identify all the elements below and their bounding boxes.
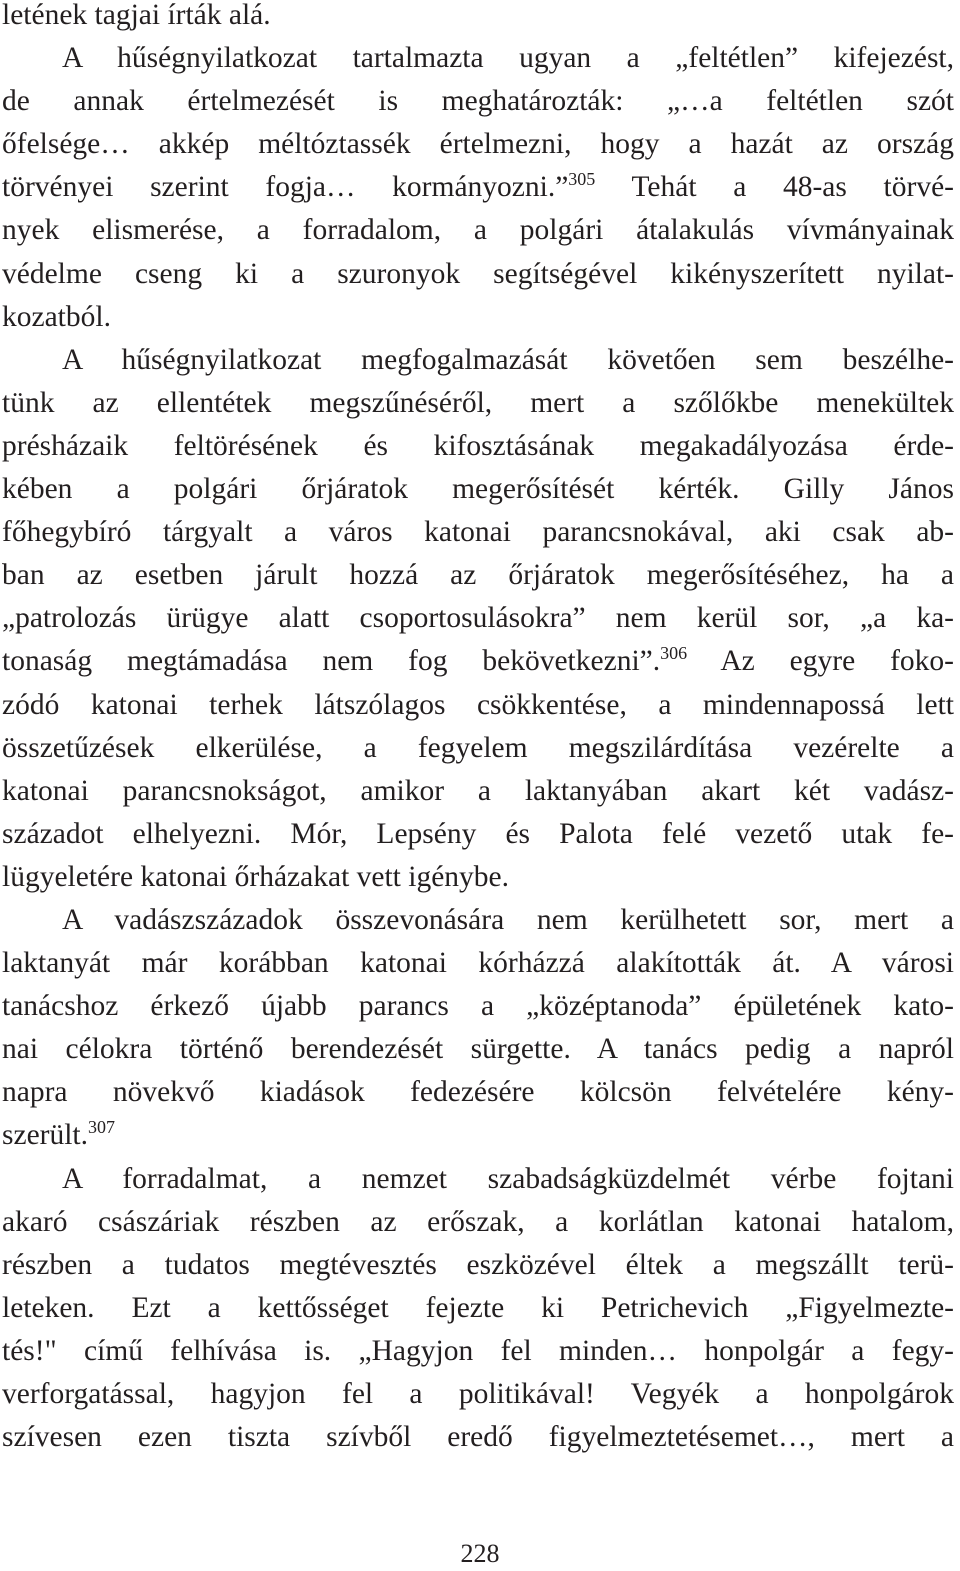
text-line	[2, 813, 954, 856]
footnote-reference: 305	[568, 169, 596, 190]
line-text: nyek elismerése, a forradalom, a polgári átalakulás vívmányainak	[2, 214, 954, 247]
text-line	[2, 0, 954, 37]
text-line	[2, 1330, 954, 1373]
text-line	[2, 1114, 954, 1157]
line-text: ban az esetben járult hozzá az őrjáratok megerősítéséhez, ha a	[2, 559, 954, 592]
line-text: szívesen ezen tiszta szívből eredő figyelmeztetésemet…, mert a	[2, 1421, 954, 1454]
line-text: verforgatással, hagyjon fel a politikával! Vegyék a honpolgárok	[2, 1378, 954, 1410]
page-body	[2, 0, 954, 1459]
line-text: akaró császáriak részben az erőszak, a korlátlan katonai hatalom,	[2, 1205, 954, 1238]
line-text: A hűségnyilatkozat megfogalmazását követően sem beszélhe-	[62, 343, 954, 376]
line-text: katonai parancsnokságot, amikor a laktanyában akart két vadász-	[2, 774, 954, 807]
footnote-reference: 307	[88, 1117, 116, 1138]
text-line	[2, 1244, 954, 1287]
text-line	[2, 684, 954, 727]
line-text: főhegybíró tárgyalt a város katonai parancsnokával, aki csak ab-	[2, 516, 954, 549]
text-line	[2, 1158, 954, 1201]
line-text: letének tagjai írták alá.	[2, 0, 271, 31]
line-text: tünk az ellentétek megszűnéséről, mert a szőlőkbe menekültek	[2, 386, 954, 419]
text-line	[2, 985, 954, 1028]
text-line	[2, 1416, 954, 1459]
line-text: részben a tudatos megtévesztés eszközével éltek a megszállt terü-	[2, 1248, 954, 1281]
line-text: A hűségnyilatkozat tartalmazta ugyan a „feltétlen” kifejezést,	[62, 42, 954, 75]
text-line	[2, 382, 954, 425]
line-text: présházaik feltörésének és kifosztásának megakadályozása érde-	[2, 429, 954, 462]
line-text: A forradalmat, a nemzet szabadságküzdelmét vérbe fojtani	[62, 1162, 954, 1195]
text-line	[2, 1071, 954, 1114]
text-line	[2, 511, 954, 554]
line-text-continuation: Az egyre foko-	[687, 645, 954, 678]
text-line	[2, 640, 954, 683]
line-text: nai célokra történő berendezését sürgette. A tanács pedig a napról	[2, 1033, 954, 1066]
text-line	[2, 942, 954, 985]
text-line	[2, 468, 954, 511]
line-text: őfelsége… akkép méltóztassék értelmezni, hogy a hazát az ország	[2, 128, 954, 161]
line-text: napra növekvő kiadások fedezésére kölcsön felvételére kény-	[2, 1076, 954, 1109]
footnote-reference: 306	[660, 643, 688, 664]
line-text: „patrolozás ürügye alatt csoportosulásokra” nem kerül sor, „a ka-	[2, 602, 954, 635]
text-line	[2, 770, 954, 813]
text-line	[2, 296, 954, 339]
text-line	[2, 554, 954, 597]
line-text: összetűzések elkerülése, a fegyelem megszilárdítása vezérelte a	[2, 731, 954, 764]
line-text: tanácshoz érkező újabb parancs a „középtanoda” épületének kato-	[2, 990, 954, 1023]
text-line	[2, 1201, 954, 1244]
line-text: lügyeletére katonai őrházakat vett igénybe.	[2, 860, 510, 893]
line-text: kozatból.	[2, 300, 111, 333]
line-text: századot elhelyezni. Mór, Lepsény és Palota felé vezető utak fe-	[2, 817, 954, 850]
text-line	[2, 727, 954, 770]
line-text: tonaság megtámadása nem fog bekövetkezni”.	[2, 645, 661, 678]
line-text-continuation: Tehát a 48-as törvé-	[595, 171, 954, 204]
text-line	[2, 37, 954, 80]
text-line	[2, 1028, 954, 1071]
line-text: törvényei szerint fogja… kormányozni.”	[2, 171, 569, 204]
text-line	[2, 123, 954, 166]
text-line	[2, 339, 954, 382]
line-text: kében a polgári őrjáratok megerősítését kérték. Gilly János	[2, 473, 954, 506]
line-text: zódó katonai terhek látszólagos csökkentése, a mindennapossá lett	[2, 688, 954, 721]
line-text: laktanyát már korábban katonai kórházzá alakították át. A városi	[2, 947, 954, 980]
line-text: tés!" című felhívása is. „Hagyjon fel minden… honpolgár a fegy-	[2, 1334, 954, 1367]
line-text: leteken. Ezt a kettősséget fejezte ki Petrichevich „Figyelmezte-	[2, 1291, 954, 1324]
text-line	[2, 899, 954, 942]
line-text: A vadászszázadok összevonására nem kerülhetett sor, mert a	[62, 903, 954, 936]
line-text: de annak értelmezését is meghatározták: „…a feltétlen szót	[2, 85, 954, 118]
text-line	[2, 166, 954, 209]
text-line	[2, 856, 954, 899]
line-text: védelme cseng ki a szuronyok segítségével kikényszerített nyilat-	[2, 257, 954, 290]
line-text: szerült.	[2, 1119, 89, 1152]
text-line	[2, 1373, 954, 1416]
text-line	[2, 253, 954, 296]
text-line	[2, 80, 954, 123]
page-number: 228	[460, 1539, 500, 1568]
text-line	[2, 209, 954, 252]
text-line	[2, 597, 954, 640]
text-line	[2, 425, 954, 468]
text-line	[2, 1287, 954, 1330]
